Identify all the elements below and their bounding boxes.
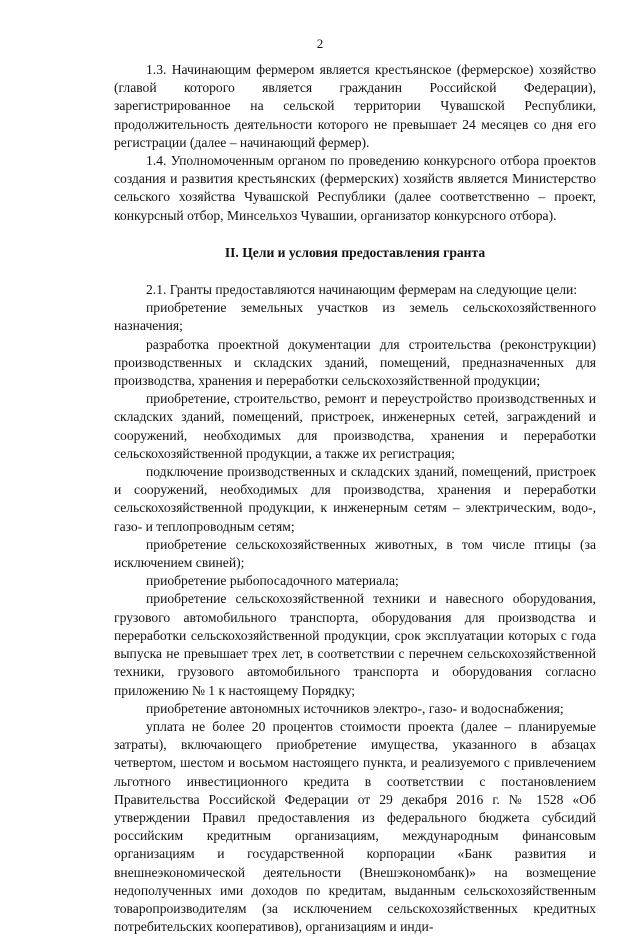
list-item-autonomous-sources: приобретение автономных источников электро-, газо- и водоснабжения; [146, 700, 564, 716]
paragraph-1-4: 1.4. Уполномоченным органом по проведению конкурсного отбора проектов создания и развития крестьянских (фермерских) хозяйств является Министерство сельского хозяйства Чувашской Республики (далее соответственно – проект, конкурсный отбор, Минсельхоз Чувашии, организатор конкурсного отбора). [114, 153, 596, 223]
paragraph-1-3: 1.3. Начинающим фермером является крестьянское (фермерское) хозяйство (главой которого является гражданин Российской Федерации), зарегистрированное на сельской территории Чувашской Республики, продолжительность деятельности которого не превышает 24 месяцев со дня его регистрации (далее – начинающий фермер). [114, 62, 596, 150]
list-item-animals: приобретение сельскохозяйственных животных, в том числе птицы (за исключением свиней); [114, 536, 596, 571]
list-item-machinery: приобретение сельскохозяйственной техники и навесного оборудования, грузового автомобильного транспорта, оборудования для производства и переработки сельскохозяйственной продукции, срок эксплуатации которых с года выпуска не превышает трех лет, в соответствии с перечнем сельскохозяйственной техники, грузового автомобильного транспорта и оборудования согласно приложению № 1 к настоящему Порядку; [114, 591, 596, 698]
paragraph-2-1: 2.1. Гранты предоставляются начинающим фермерам на следующие цели: [146, 282, 578, 298]
list-item-construction: приобретение, строительство, ремонт и переустройство производственных и складских зданий, помещений, пристроек, инженерных сетей, заграждений и сооружений, необходимых для производства, хранения и переработки сельскохозяйственной продукции, а также их регистрация; [114, 391, 596, 461]
list-item-utilities-connection: подключение производственных и складских зданий, помещений, пристроек и сооружений, необходимых для производства, хранения и переработки сельскохозяйственной продукции, к инженерным сетям – электрическим, водо-, газо- и теплопроводным сетям; [114, 464, 596, 534]
page-number: 2 [316, 36, 324, 51]
list-item-project-docs: разработка проектной документации для строительства (реконструкции) производственных и складских зданий, помещений, предназначенных для производства, хранения и переработки сельскохозяйственной продукции; [114, 336, 596, 389]
document-body [114, 61, 596, 936]
list-item-payment: уплата не более 20 процентов стоимости проекта (далее – планируемые затраты), включающего приобретение имущества, указанного в абзацах четвертом, шестом и восьмом настоящего пункта, и реализуемого с привлечением льготного инвестиционного кредита в соответствии с постановлением Правительства Российской Федерации от 29 декабря 2016 г. № 1528 «Об утверждении Правил предоставления из федерального бюджета субсидий российским кредитным организациям, международным финансовым организациям и государственной корпорации «Банк развития и внешнеэкономической деятельности (Внешэкономбанк)» на возмещение недополученных ими доходов по кредитам, выданным сельскохозяйственным товаропроизводителям (за исключением сельскохозяйственных кредитных потребительских кооперативов), организациям и инди- [114, 718, 596, 935]
list-item-fish-stock: приобретение рыбопосадочного материала; [146, 573, 399, 589]
list-item-land: приобретение земельных участков из земель сельскохозяйственного назначения; [114, 300, 596, 334]
section-heading: II. Цели и условия предоставления гранта [224, 244, 486, 260]
